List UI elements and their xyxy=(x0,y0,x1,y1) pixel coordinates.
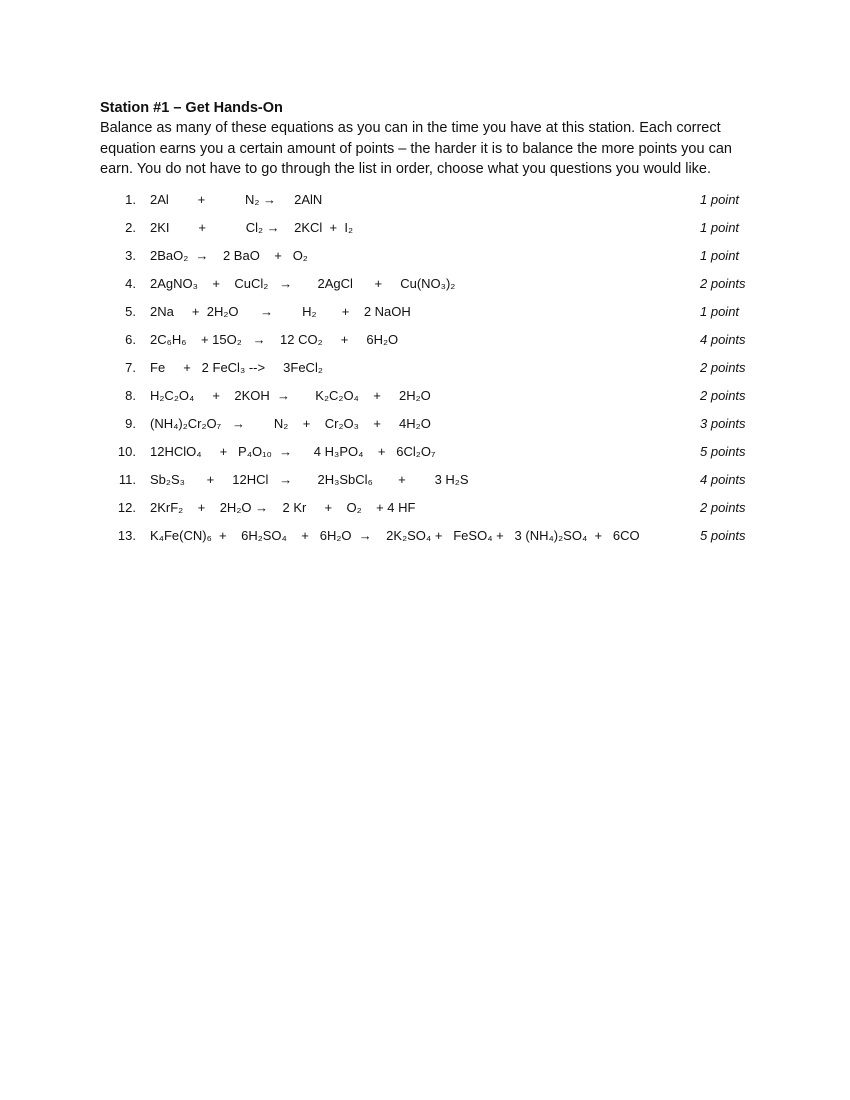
equation-item xyxy=(100,410,750,438)
chemical-equation: K₄Fe(CN)₆ + 6H₂SO₄ + 6H₂O → 2K₂SO₄ + FeSO₄ + 3 (NH₄)₂SO₄ + 6CO xyxy=(150,527,640,543)
equation-item xyxy=(100,438,750,466)
point-value: 2 points xyxy=(700,499,746,515)
equation-number: 1. xyxy=(125,191,136,207)
equation-number: 10. xyxy=(117,443,136,459)
equation-list xyxy=(100,186,750,550)
equation-number: 8. xyxy=(125,387,136,403)
chemical-equation: Sb₂S₃ + 12HCl → 2H₃SbCl₆ + 3 H₂S xyxy=(150,471,469,487)
chemical-equation: (NH₄)₂Cr₂O₇ → N₂ + Cr₂O₃ + 4H₂O xyxy=(150,415,431,431)
equation-number: 4. xyxy=(125,275,136,291)
instructions-paragraph: Balance as many of these equations as you can in the time you have at this station. Each correct equation earns you a certain amount of points – the harder it is to balance the more points you can earn. You do not have to go through the list in order, choose what you questions you would like. xyxy=(100,120,732,177)
point-value: 5 points xyxy=(700,527,746,543)
point-value: 1 point xyxy=(700,219,740,235)
chemical-equation: Fe + 2 FeCl₃ --> 3FeCl₂ xyxy=(150,359,323,375)
equation-item xyxy=(100,466,750,494)
point-value: 1 point xyxy=(700,247,740,263)
point-value: 1 point xyxy=(700,303,740,319)
point-value: 2 points xyxy=(700,275,746,291)
equation-number: 12. xyxy=(117,499,136,515)
point-value: 1 point xyxy=(700,191,740,207)
equation-item xyxy=(100,494,750,522)
point-value: 3 points xyxy=(700,415,746,431)
chemical-equation: 2Na + 2H₂O → H₂ + 2 NaOH xyxy=(150,303,411,319)
equation-item xyxy=(100,354,750,382)
chemical-equation: 12HClO₄ + P₄O₁₀ → 4 H₃PO₄ + 6Cl₂O₇ xyxy=(150,443,436,459)
equation-number: 7. xyxy=(125,359,136,375)
equation-number: 11. xyxy=(118,471,136,487)
point-value: 2 points xyxy=(700,359,746,375)
equation-number: 2. xyxy=(125,219,136,235)
point-value: 4 points xyxy=(700,471,746,487)
chemical-equation: H₂C₂O₄ + 2KOH → K₂C₂O₄ + 2H₂O xyxy=(150,387,431,403)
chemical-equation: 2AgNO₃ + CuCl₂ → 2AgCl + Cu(NO₃)₂ xyxy=(150,275,456,291)
chemical-equation: 2KI + Cl₂ → 2KCl + I₂ xyxy=(150,219,353,235)
equation-number: 5. xyxy=(125,303,136,319)
equation-item xyxy=(100,522,750,550)
point-value: 4 points xyxy=(700,331,746,347)
equation-item xyxy=(100,214,750,242)
equation-item xyxy=(100,298,750,326)
equation-number: 3. xyxy=(125,247,136,263)
equation-item xyxy=(100,382,750,410)
equation-item xyxy=(100,242,750,270)
equation-item xyxy=(100,270,750,298)
chemical-equation: 2BaO₂ → 2 BaO + O₂ xyxy=(150,247,308,263)
page-title: Station #1 – Get Hands-On xyxy=(100,100,283,116)
equation-item xyxy=(100,186,750,214)
equation-number: 9. xyxy=(125,415,136,431)
worksheet-page xyxy=(100,98,750,550)
chemical-equation: 2Al + N₂ → 2AlN xyxy=(150,191,323,207)
point-value: 5 points xyxy=(700,443,746,459)
equation-number: 13. xyxy=(117,527,136,543)
equation-item xyxy=(100,326,750,354)
equation-number: 6. xyxy=(125,331,136,347)
chemical-equation: 2C₆H₆ + 15O₂ → 12 CO₂ + 6H₂O xyxy=(150,331,399,347)
chemical-equation: 2KrF₂ + 2H₂O → 2 Kr + O₂ + 4 HF xyxy=(150,499,416,515)
point-value: 2 points xyxy=(700,387,746,403)
